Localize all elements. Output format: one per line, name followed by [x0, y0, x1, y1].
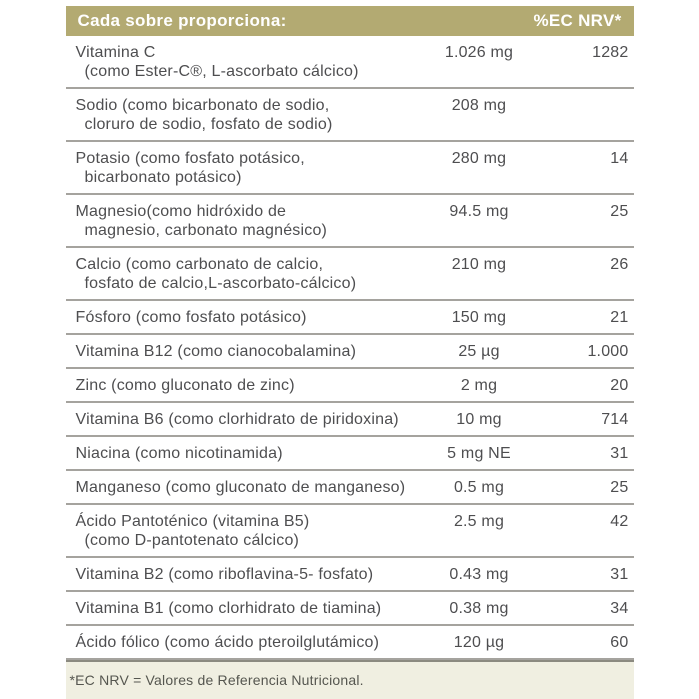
nutrient-name — [66, 410, 417, 429]
nutrient-amount: 10 mg — [456, 411, 502, 428]
nutrient-nrv-percent: 25 — [610, 203, 629, 220]
nutrient-name-line1: Zinc (como gluconato de zinc) — [75, 377, 295, 394]
nutrient-amount: 280 mg — [451, 150, 507, 167]
table-row — [66, 142, 634, 195]
nutrient-nrv-percent: 60 — [610, 634, 629, 651]
nutrient-amount: 120 µg — [453, 634, 505, 651]
nutrient-name-line2: magnesio, carbonato magnésico) — [84, 222, 328, 239]
nutrient-name — [66, 308, 417, 327]
table-row — [66, 505, 634, 558]
nutrient-name-line1: Vitamina B1 (como clorhidrato de tiamina) — [75, 600, 382, 617]
nutrient-nrv-percent: 14 — [610, 150, 629, 167]
nutrient-amount: 1.026 mg — [444, 44, 514, 61]
nutrient-amount: 94.5 mg — [449, 203, 509, 220]
nutrient-rows — [66, 36, 634, 660]
nutrient-name-line1: Ácido Pantoténico (vitamina B5) — [75, 513, 310, 530]
table-header — [66, 6, 634, 36]
nutrient-amount: 2.5 mg — [453, 513, 505, 530]
nutrient-amount: 5 mg NE — [447, 445, 511, 462]
nutrient-name — [66, 96, 417, 134]
nutrient-name-line2: cloruro de sodio, fosfato de sodio) — [84, 116, 333, 133]
table-row — [66, 248, 634, 301]
nutrient-name-line1: Sodio (como bicarbonato de sodio, — [75, 97, 330, 114]
table-row — [66, 301, 634, 335]
nutrient-name — [66, 565, 417, 584]
nutrient-name-line1: Magnesio(como hidróxido de — [75, 203, 287, 220]
nutrient-name — [66, 43, 417, 81]
nutrient-name — [66, 512, 417, 550]
nutrient-nrv-percent: 31 — [610, 566, 629, 583]
nutrient-name — [66, 202, 417, 240]
table-row — [66, 89, 634, 142]
nutrient-amount: 210 mg — [451, 256, 507, 273]
table-row — [66, 471, 634, 505]
nutrient-amount: 2 mg — [460, 377, 498, 394]
nutrient-amount: 150 mg — [451, 309, 507, 326]
nutrient-amount: 25 µg — [458, 343, 500, 360]
nutrient-nrv-percent: 25 — [610, 479, 629, 496]
table-row — [66, 195, 634, 248]
nutrient-name-line1: Vitamina B12 (como cianocobalamina) — [75, 343, 357, 360]
nutrient-name — [66, 478, 417, 497]
nutrient-name-line1: Calcio (como carbonato de calcio, — [75, 256, 324, 273]
nutrient-nrv-percent: 34 — [610, 600, 629, 617]
nutrient-name — [66, 255, 417, 293]
nutrient-nrv-percent: 31 — [610, 445, 629, 462]
nutrient-amount: 0.43 mg — [449, 566, 509, 583]
table-row — [66, 592, 634, 626]
nutrient-nrv-percent: 42 — [610, 513, 629, 530]
nutrient-amount: 0.5 mg — [453, 479, 505, 496]
nutrient-name — [66, 342, 417, 361]
nutrient-name — [66, 149, 417, 187]
supplement-facts-panel — [66, 6, 634, 699]
nutrient-name-line1: Potasio (como fosfato potásico, — [75, 150, 305, 167]
nutrient-name-line2: (como D-pantotenato cálcico) — [84, 532, 300, 549]
nutrient-name-line1: Vitamina B6 (como clorhidrato de piridoxina) — [75, 411, 399, 428]
nrv-column-label: %EC NRV* — [533, 11, 622, 30]
nutrient-name-line2: fosfato de calcio,L-ascorbato-cálcico) — [84, 275, 357, 292]
table-header-title: Cada sobre proporciona: — [77, 11, 287, 30]
nutrient-nrv-percent: 26 — [610, 256, 629, 273]
nutrient-name-line1: Manganeso (como gluconato de manganeso) — [75, 479, 406, 496]
table-row — [66, 626, 634, 660]
table-row — [66, 403, 634, 437]
nutrient-name — [66, 633, 417, 652]
nutrient-amount: 0.38 mg — [449, 600, 509, 617]
table-row — [66, 369, 634, 403]
nutrient-name-line1: Vitamina C — [75, 44, 156, 61]
table-row — [66, 558, 634, 592]
nutrient-nrv-percent: 21 — [610, 309, 629, 326]
nutrient-name-line2: (como Ester-C®, L-ascorbato cálcico) — [84, 63, 359, 80]
nutrient-name — [66, 599, 417, 618]
nutrient-name-line1: Ácido fólico (como ácido pteroilglutámico) — [75, 634, 380, 651]
nutrient-nrv-percent: 20 — [610, 377, 629, 394]
nutrient-name-line2: bicarbonato potásico) — [84, 169, 242, 186]
nutrient-nrv-percent: 1.000 — [587, 343, 629, 360]
footnote: *EC NRV = Valores de Referencia Nutricional. — [66, 660, 634, 699]
nutrient-name-line1: Fósforo (como fosfato potásico) — [75, 309, 307, 326]
nutrient-name-line1: Vitamina B2 (como riboflavina-5- fosfato) — [75, 566, 374, 583]
nutrient-name-line1: Niacina (como nicotinamida) — [75, 445, 283, 462]
nutrient-amount: 208 mg — [451, 97, 507, 114]
nutrient-nrv-percent: 714 — [601, 411, 629, 428]
nutrient-name — [66, 376, 417, 395]
nutrient-name — [66, 444, 417, 463]
table-row — [66, 335, 634, 369]
table-row — [66, 36, 634, 89]
nutrient-nrv-percent: 1282 — [592, 44, 629, 61]
table-row — [66, 437, 634, 471]
